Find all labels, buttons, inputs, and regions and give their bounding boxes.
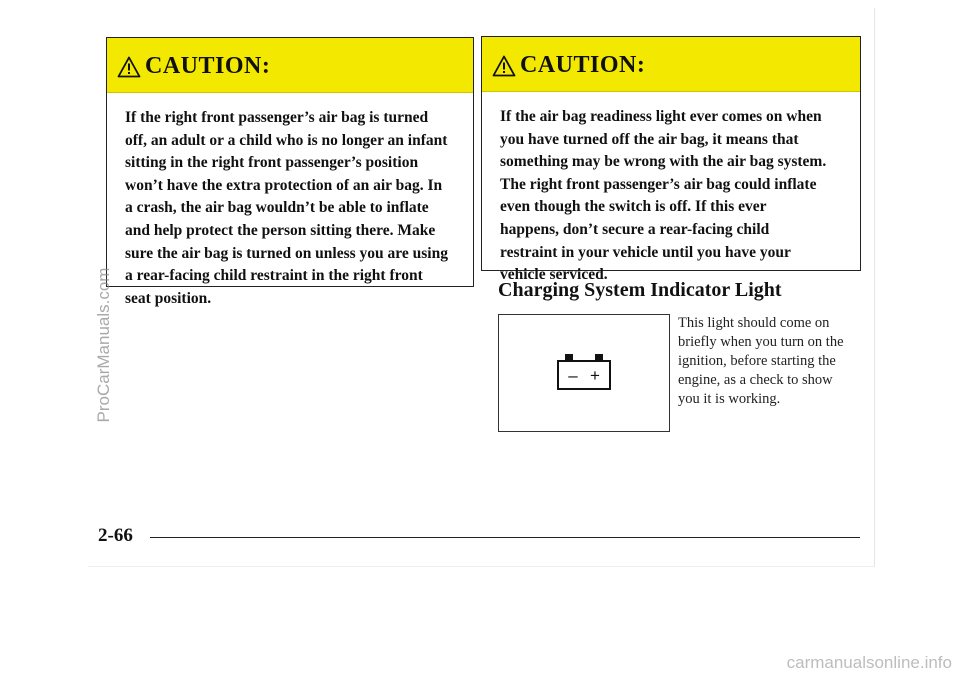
side-watermark: ProCarManuals.com (94, 267, 113, 423)
caution-line: a rear-facing child restraint in the right front (125, 267, 423, 285)
caution-line: sitting in the right front passenger’s position (125, 154, 419, 172)
battery-icon (556, 353, 612, 391)
caution-line: If the right front passenger’s air bag is turned (125, 109, 429, 126)
caution-line: If the air bag readiness light ever comes on when (500, 108, 822, 125)
caution-line: vehicle serviced. (500, 266, 608, 284)
caution-line: off, an adult or a child who is no longer an infant (125, 131, 448, 149)
warning-triangle-icon (492, 55, 516, 77)
charging-indicator-illustration (498, 314, 670, 432)
footer-watermark: carmanualsonline.info (786, 653, 952, 672)
page-number: 2-66 (98, 525, 133, 546)
section-title: Charging System Indicator Light (498, 279, 782, 301)
caution-line: The right front passenger’s air bag could inflate (500, 175, 817, 193)
description-line: engine, as a check to show (678, 372, 833, 388)
caution-text (107, 93, 473, 310)
caution-line: restraint in your vehicle until you have your (500, 243, 791, 261)
caution-line: and help protect the person sitting there. Make (125, 221, 436, 239)
description-line: This light should come on (678, 315, 830, 331)
warning-triangle-icon (117, 56, 141, 78)
description-line: ignition, before starting the (678, 353, 836, 369)
caution-header (482, 37, 860, 92)
battery-plus-label: + (590, 366, 600, 385)
caution-line: you have turned off the air bag, it means that (500, 130, 799, 148)
caution-line: a crash, the air bag wouldn’t be able to inflate (125, 199, 429, 217)
description-line: you it is working. (678, 391, 781, 407)
caution-line: seat position. (125, 289, 212, 307)
caution-line: even though the switch is off. If this ever (500, 198, 767, 216)
caution-box-readiness-light (481, 36, 861, 284)
caution-line: something may be wrong with the air bag system. (500, 153, 827, 171)
caution-line: happens, don’t secure a rear-facing child (500, 220, 770, 238)
footer-rule (150, 537, 860, 538)
caution-line: won’t have the extra protection of an air bag. In (125, 176, 443, 194)
manual-page (88, 8, 875, 567)
caution-line: sure the air bag is turned on unless you are using (125, 244, 448, 262)
caution-title: CAUTION: (520, 52, 646, 78)
battery-minus-label: – (568, 366, 578, 385)
caution-title: CAUTION: (145, 53, 271, 79)
charging-description (678, 314, 863, 409)
caution-text (482, 92, 860, 287)
caution-box-airbag-off (106, 37, 474, 307)
caution-header (107, 38, 473, 93)
description-line: briefly when you turn on the (678, 334, 844, 350)
